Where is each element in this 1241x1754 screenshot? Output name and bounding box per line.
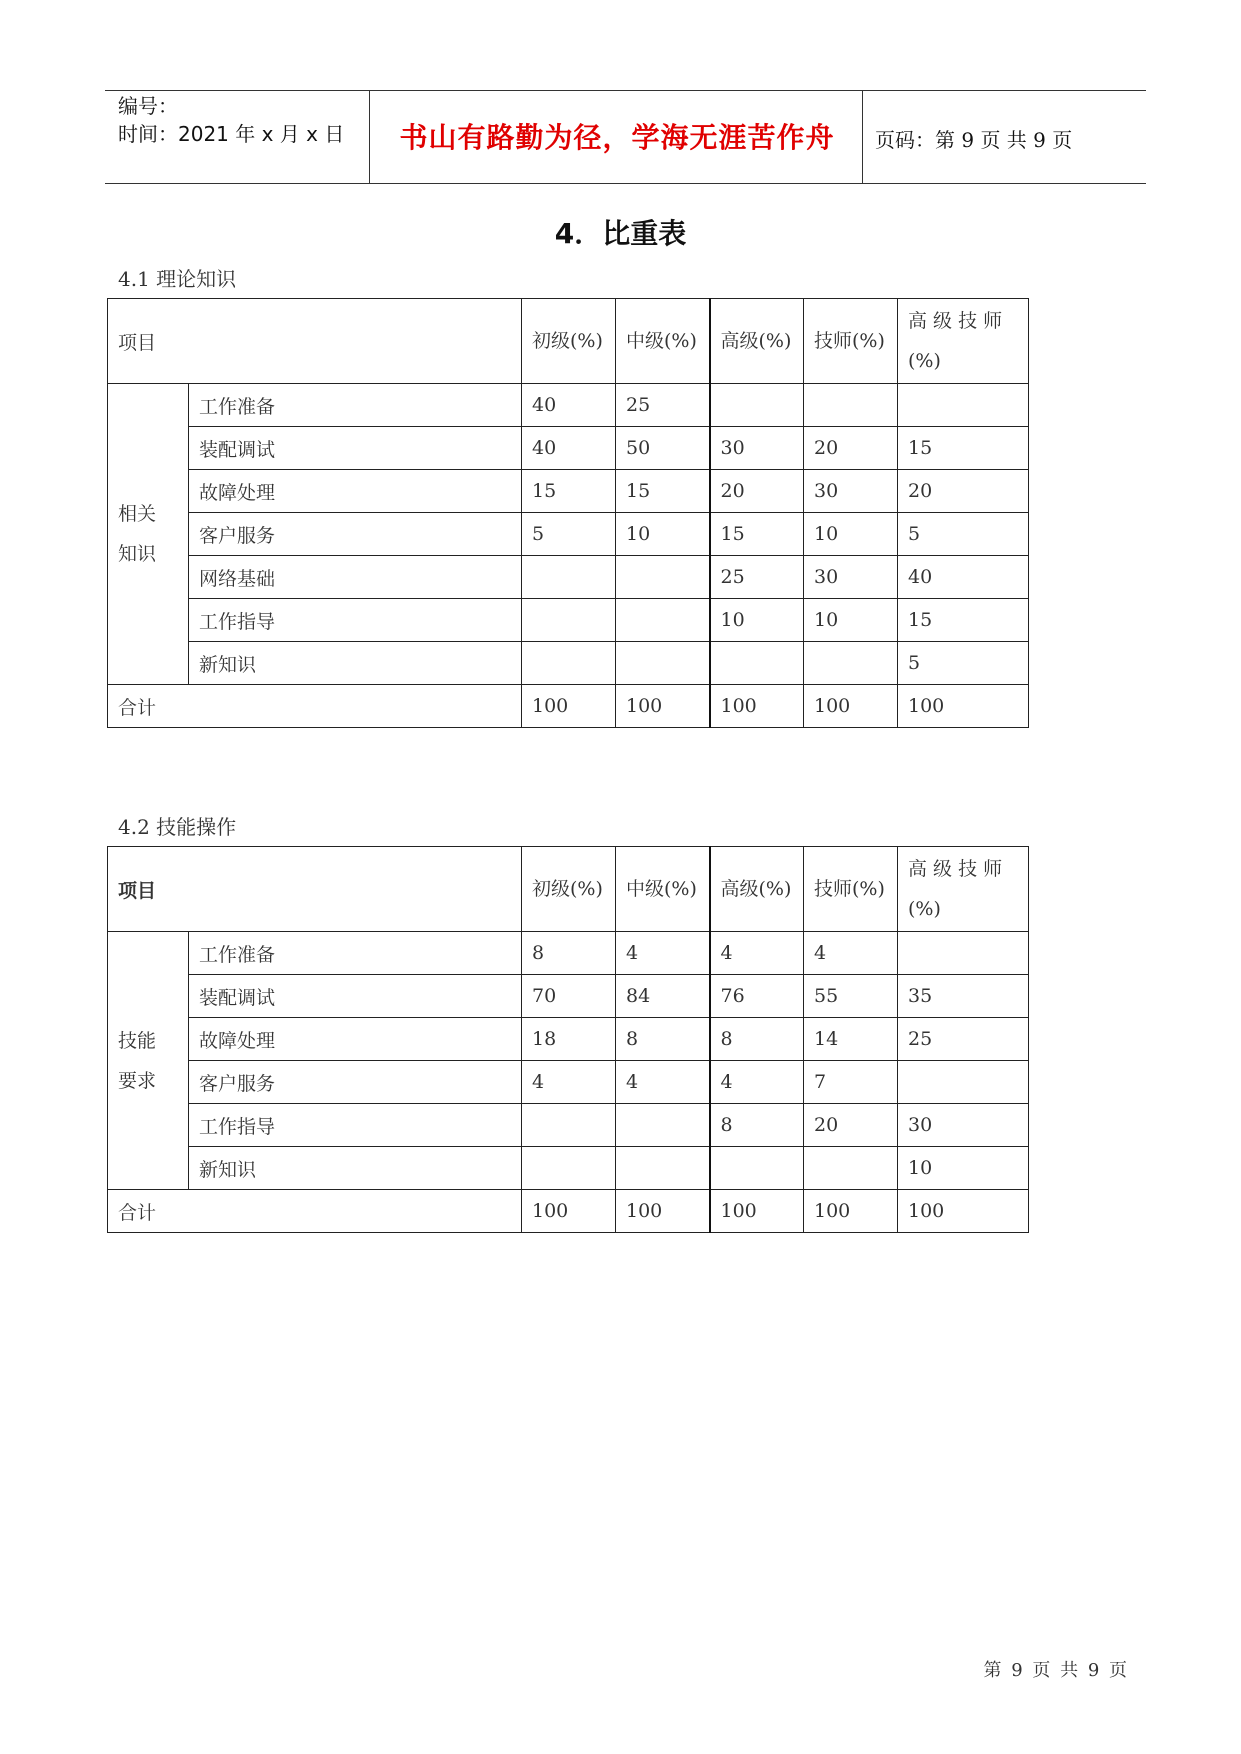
weight-cell (522, 1147, 616, 1190)
weight-cell: 15 (898, 427, 1029, 470)
weight-cell: 10 (804, 599, 898, 642)
weight-cell: 10 (804, 513, 898, 556)
group-label-line: 相关 (118, 503, 157, 525)
weight-cell (616, 1147, 710, 1190)
weight-cell: 15 (522, 470, 616, 513)
section2-heading: 4.2 技能操作 (118, 815, 237, 839)
weight-cell (898, 1061, 1029, 1104)
row-item-name: 工作指导 (189, 599, 522, 642)
header-page-label: 页码：第 9 页 共 9 页 (875, 128, 1073, 152)
weight-cell: 7 (804, 1061, 898, 1104)
table-row (108, 1104, 1029, 1147)
total-cell: 100 (522, 685, 616, 728)
weight-cell: 4 (522, 1061, 616, 1104)
column-header-level: 高 级 技 师 (%) (898, 847, 1029, 932)
weight-cell (710, 642, 804, 685)
row-item-name: 新知识 (189, 642, 522, 685)
time-label: 时间：2021 年 x 月 x 日 (118, 122, 345, 146)
weight-cell (804, 642, 898, 685)
weight-cell: 70 (522, 975, 616, 1018)
weight-cell: 4 (710, 932, 804, 975)
weight-cell: 50 (616, 427, 710, 470)
weight-cell: 4 (616, 1061, 710, 1104)
row-item-name: 新知识 (189, 1147, 522, 1190)
column-header-item: 项目 (108, 847, 522, 932)
table-row (108, 1018, 1029, 1061)
weight-cell: 15 (898, 599, 1029, 642)
header-bottom-rule (105, 183, 1146, 184)
row-item-name: 客户服务 (189, 513, 522, 556)
weight-cell: 8 (710, 1018, 804, 1061)
table-row (108, 642, 1029, 685)
weight-cell: 14 (804, 1018, 898, 1061)
row-item-name: 装配调试 (189, 975, 522, 1018)
table-header-row (108, 299, 1029, 384)
row-item-name: 故障处理 (189, 470, 522, 513)
weight-cell (616, 599, 710, 642)
total-row (108, 1190, 1029, 1233)
weight-cell (898, 932, 1029, 975)
weight-cell (710, 1147, 804, 1190)
weight-cell: 25 (710, 556, 804, 599)
row-item-name: 装配调试 (189, 427, 522, 470)
group-label (108, 932, 189, 1190)
weight-cell: 5 (898, 642, 1029, 685)
row-item-name: 工作指导 (189, 1104, 522, 1147)
weight-cell: 5 (898, 513, 1029, 556)
weight-cell: 10 (898, 1147, 1029, 1190)
table-row (108, 384, 1029, 427)
total-cell: 100 (616, 685, 710, 728)
header-divider-right (862, 90, 863, 184)
total-cell: 100 (522, 1190, 616, 1233)
total-cell: 100 (616, 1190, 710, 1233)
weight-cell: 20 (710, 470, 804, 513)
total-cell: 100 (710, 1190, 804, 1233)
weight-cell: 40 (522, 427, 616, 470)
row-item-name: 工作准备 (189, 384, 522, 427)
row-item-name: 客户服务 (189, 1061, 522, 1104)
weight-cell (804, 1147, 898, 1190)
row-item-name: 工作准备 (189, 932, 522, 975)
weight-cell: 30 (898, 1104, 1029, 1147)
row-item-name: 故障处理 (189, 1018, 522, 1061)
column-header-level: 高级(%) (710, 299, 804, 384)
table-row (108, 470, 1029, 513)
section1-heading: 4.1 理论知识 (118, 267, 237, 291)
weight-cell (522, 642, 616, 685)
serial-label: 编号： (118, 94, 178, 118)
weight-cell: 30 (804, 556, 898, 599)
total-cell: 100 (804, 685, 898, 728)
column-header-level: 初级(%) (522, 847, 616, 932)
weight-cell: 15 (710, 513, 804, 556)
weight-cell: 55 (804, 975, 898, 1018)
weight-cell (616, 556, 710, 599)
header-motto: 书山有路勤为径，学海无涯苦作舟 (399, 121, 835, 154)
weight-cell (710, 384, 804, 427)
total-row (108, 685, 1029, 728)
table-header-row (108, 847, 1029, 932)
table-row (108, 1061, 1029, 1104)
weight-cell: 25 (616, 384, 710, 427)
column-header-level: 高级(%) (710, 847, 804, 932)
total-cell: 100 (710, 685, 804, 728)
header-divider-left (369, 90, 370, 184)
weight-cell: 40 (522, 384, 616, 427)
weight-cell: 10 (710, 599, 804, 642)
total-label: 合计 (108, 1190, 522, 1233)
column-header-level: 技师(%) (804, 847, 898, 932)
column-header-level: 高 级 技 师 (%) (898, 299, 1029, 384)
weight-cell: 10 (616, 513, 710, 556)
table-row (108, 556, 1029, 599)
weight-cell: 4 (616, 932, 710, 975)
group-label-line: 要求 (118, 1069, 157, 1092)
group-label-line: 技能 (118, 1029, 157, 1052)
column-header-level: 初级(%) (522, 299, 616, 384)
weight-cell: 8 (710, 1104, 804, 1147)
weight-cell: 30 (804, 470, 898, 513)
page-title: 4．比重表 (554, 217, 687, 250)
table-row (108, 932, 1029, 975)
total-cell: 100 (898, 685, 1029, 728)
header-meta (118, 92, 344, 148)
weight-cell (616, 1104, 710, 1147)
table-row (108, 1147, 1029, 1190)
weight-cell: 30 (710, 427, 804, 470)
weight-cell: 8 (522, 932, 616, 975)
theory-weight-table (107, 298, 1029, 728)
weight-cell: 15 (616, 470, 710, 513)
weight-cell: 84 (616, 975, 710, 1018)
column-header-level: 中级(%) (616, 847, 710, 932)
weight-cell: 8 (616, 1018, 710, 1061)
column-header-level: 技师(%) (804, 299, 898, 384)
weight-cell (522, 599, 616, 642)
header-top-rule (105, 90, 1146, 91)
weight-cell: 4 (710, 1061, 804, 1104)
weight-cell: 40 (898, 556, 1029, 599)
weight-cell (898, 384, 1029, 427)
weight-cell: 4 (804, 932, 898, 975)
table-row (108, 427, 1029, 470)
total-cell: 100 (804, 1190, 898, 1233)
total-label: 合计 (108, 685, 522, 728)
weight-cell: 18 (522, 1018, 616, 1061)
weight-cell (804, 384, 898, 427)
group-label-line: 知识 (118, 543, 157, 565)
weight-cell: 20 (804, 427, 898, 470)
weight-cell: 25 (898, 1018, 1029, 1061)
group-label (108, 384, 189, 685)
weight-cell (522, 556, 616, 599)
page-footer: 第 9 页 共 9 页 (983, 1660, 1129, 1681)
total-cell: 100 (898, 1190, 1029, 1233)
column-header-item: 项目 (108, 299, 522, 384)
weight-cell (522, 1104, 616, 1147)
row-item-name: 网络基础 (189, 556, 522, 599)
weight-cell: 5 (522, 513, 616, 556)
weight-cell: 20 (898, 470, 1029, 513)
weight-cell (616, 642, 710, 685)
skill-weight-table (107, 846, 1029, 1233)
table-row (108, 513, 1029, 556)
weight-cell: 35 (898, 975, 1029, 1018)
table-row (108, 599, 1029, 642)
weight-cell: 20 (804, 1104, 898, 1147)
weight-cell: 76 (710, 975, 804, 1018)
table-row (108, 975, 1029, 1018)
column-header-level: 中级(%) (616, 299, 710, 384)
